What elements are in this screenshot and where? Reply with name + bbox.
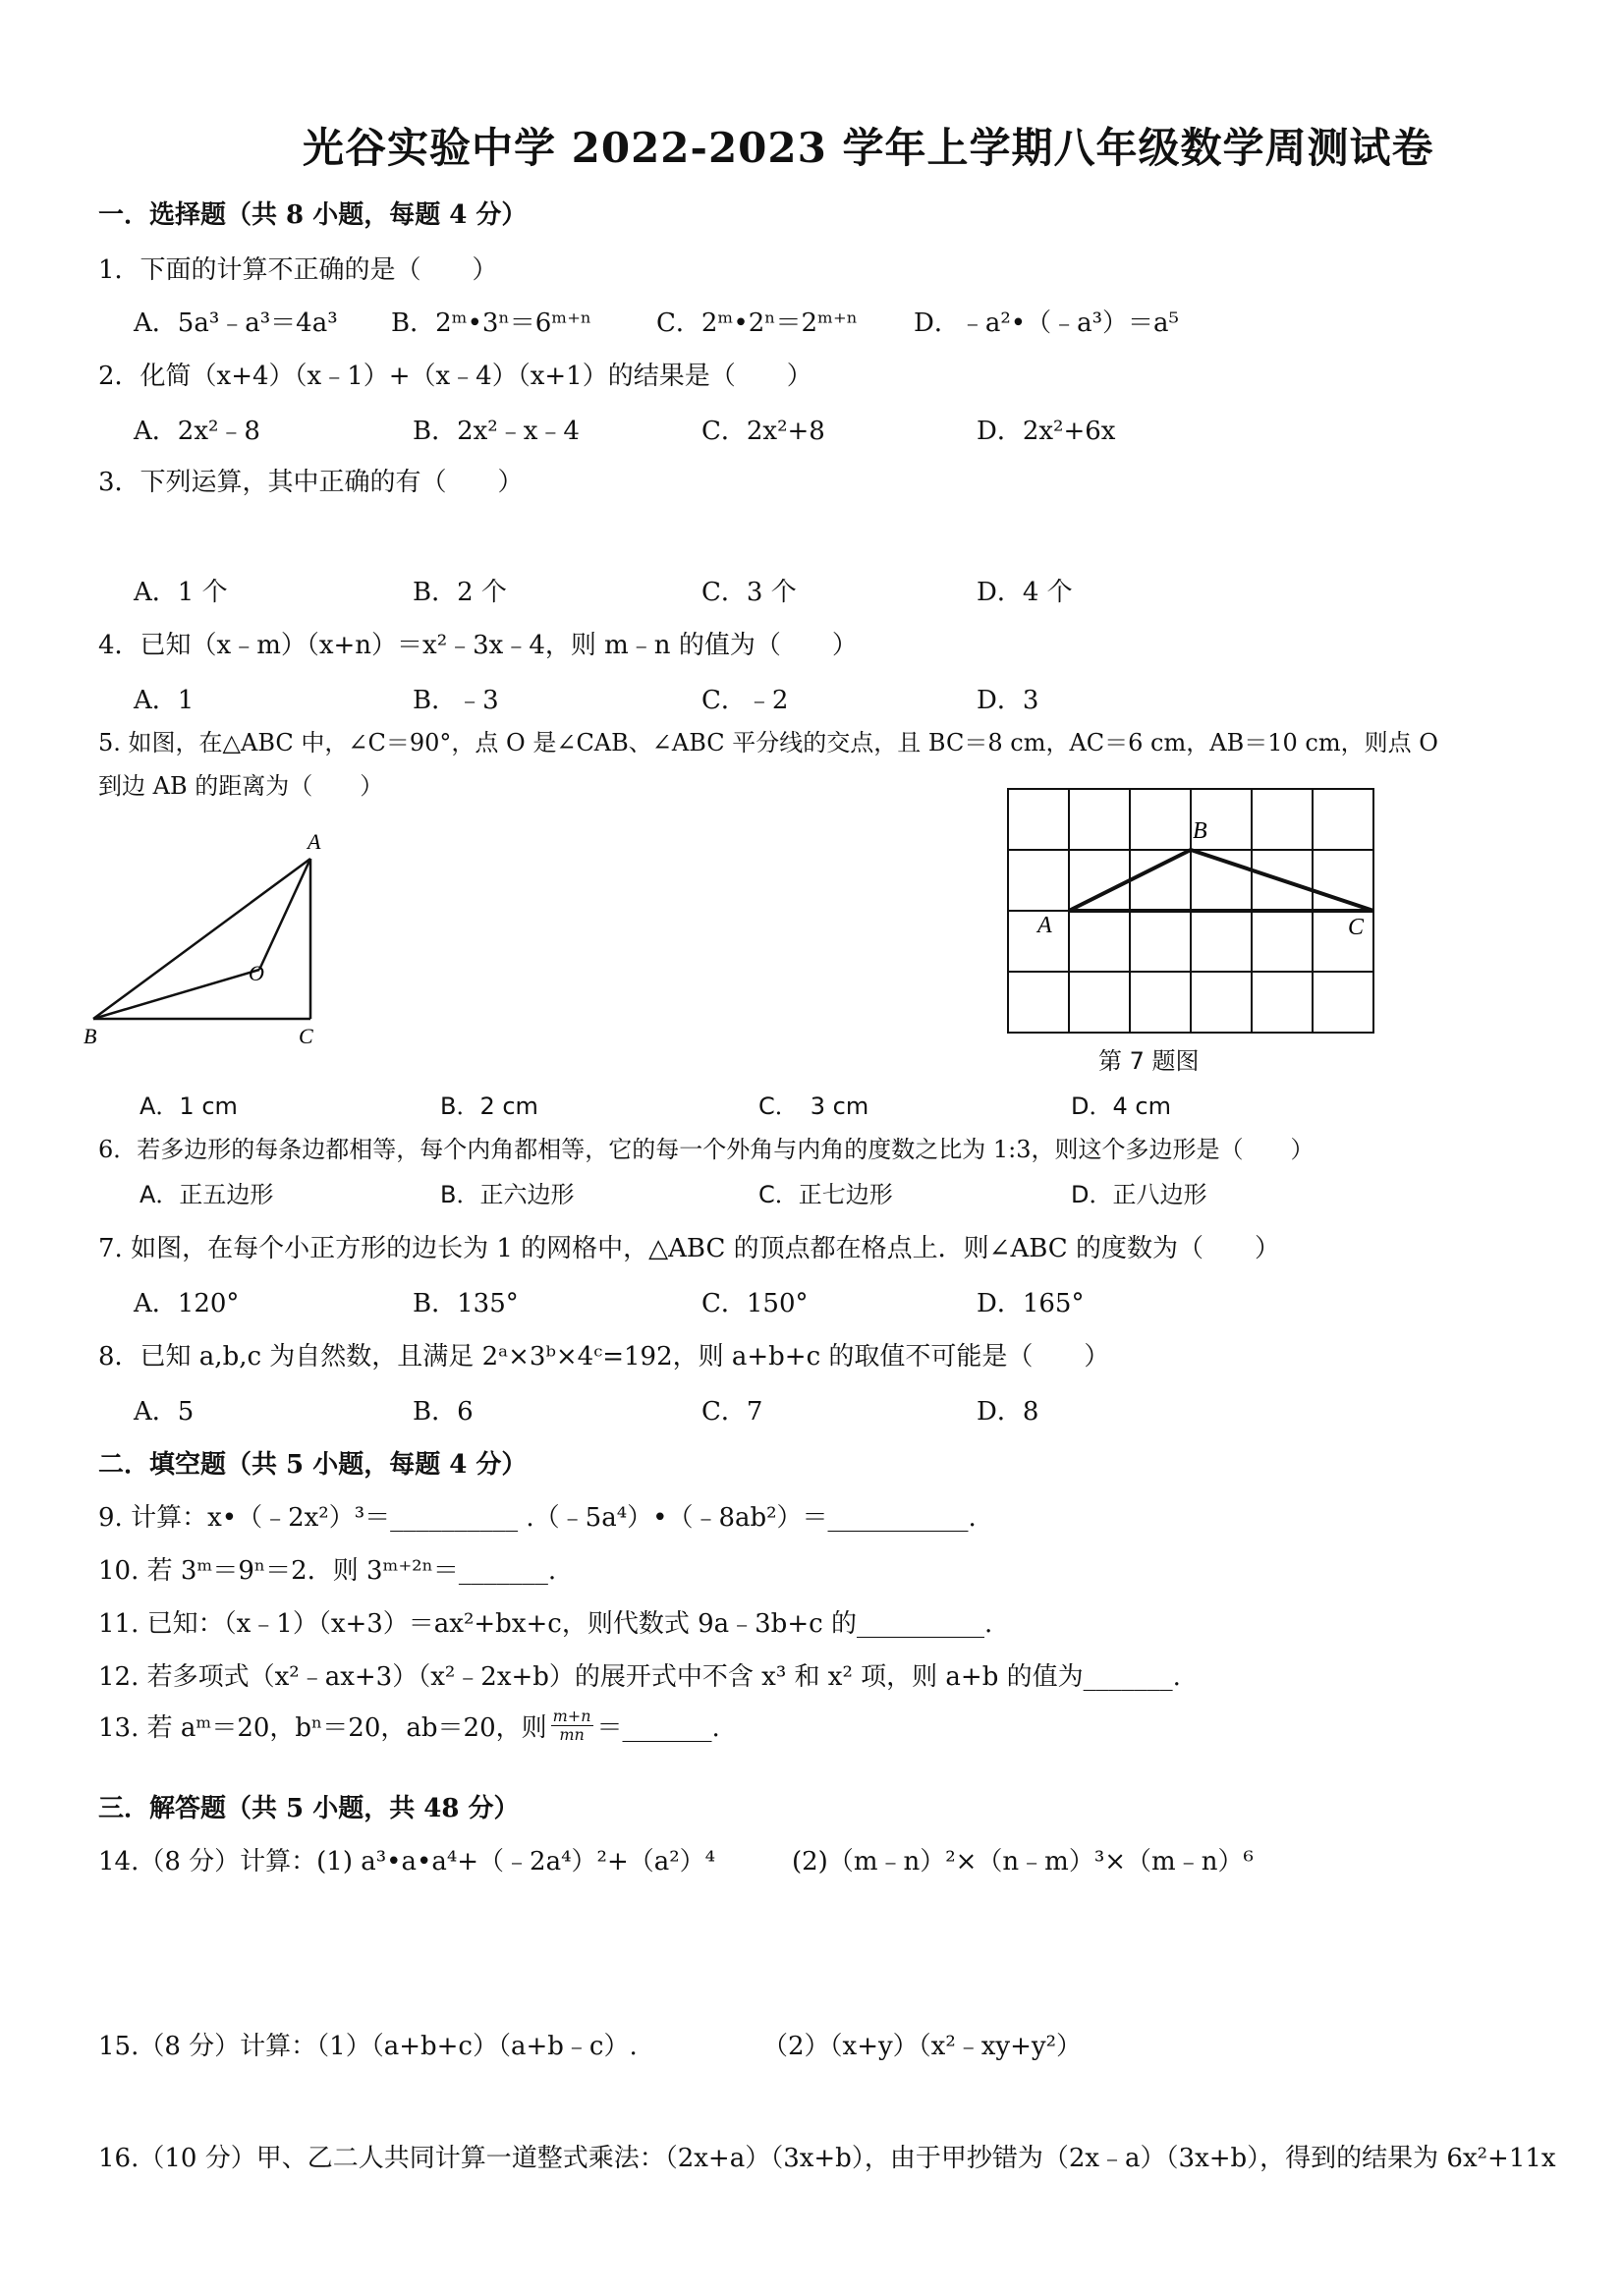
question-6-option-d: D．正八边形	[1071, 1181, 1207, 1208]
question-12: 12. 若多项式（x²﹣ax+3）（x²﹣2x+b）的展开式中不含 x³ 和 x² 项，则 a+b 的值为_______.	[98, 1662, 1181, 1692]
question-2-option-c: C．2x²+8	[701, 417, 825, 446]
question-2-stem: 2．化简（x+4）（x﹣1）+（x﹣4）（x+1）的结果是（ ）	[98, 362, 812, 391]
figure-q7-label-c: C	[1348, 915, 1365, 940]
question-5-stem-line2: 到边 AB 的距离为（ ）	[98, 772, 384, 800]
question-2-option-d: D．2x²+6x	[977, 417, 1116, 446]
question-3-option-b: B．2 个	[413, 578, 507, 607]
question-15-part1: 15.（8 分）计算：（1）（a+b+c）（a+b﹣c）.	[98, 2032, 638, 2061]
figure-q7-grid	[992, 781, 1405, 1036]
question-6-option-a: A．正五边形	[140, 1181, 274, 1208]
question-16: 16.（10 分）甲、乙二人共同计算一道整式乘法：（2x+a）（3x+b），由于甲抄错为（2x﹣a）（3x+b），得到的结果为 6x²+11x	[98, 2144, 1556, 2173]
question-5-option-b: B．2 cm	[440, 1092, 538, 1120]
question-5-option-d: D．4 cm	[1071, 1092, 1171, 1120]
figure-q7-label-b: B	[1193, 818, 1207, 844]
section-heading-fill: 二．填空题（共 5 小题，每题 4 分）	[98, 1450, 528, 1480]
question-1-option-c: C．2ᵐ•2ⁿ＝2ᵐ⁺ⁿ	[656, 308, 858, 338]
figure-q5-label-b: B	[84, 1024, 97, 1048]
question-4-option-d: D．3	[977, 686, 1039, 715]
question-3-option-c: C．3 个	[701, 578, 797, 607]
figure-q5-triangle	[69, 825, 364, 1051]
question-7-option-d: D．165°	[977, 1289, 1085, 1318]
question-9: 9. 计算：x•（﹣2x²）³＝__________ .（﹣5a⁴）•（﹣8ab²）＝___________.	[98, 1503, 977, 1533]
question-13-fraction	[551, 1708, 593, 1744]
figure-q5-label-o: O	[249, 961, 264, 985]
question-14-part2: (2)（m﹣n）²×（n﹣m）³×（m﹣n）⁶	[792, 1847, 1254, 1876]
question-1-option-b: B．2ᵐ•3ⁿ＝6ᵐ⁺ⁿ	[391, 308, 592, 338]
question-4-option-a: A．1	[134, 686, 195, 715]
question-8-stem: 8．已知 a,b,c 为自然数，且满足 2ᵃ×3ᵇ×4ᶜ=192，则 a+b+c 的取值不可能是（ ）	[98, 1342, 1110, 1372]
figure-q5-label-c: C	[299, 1024, 313, 1048]
question-1-option-d: D．﹣a²•（﹣a³）＝a⁵	[914, 308, 1179, 338]
question-13-prefix: 13. 若 aᵐ＝20，bⁿ＝20，ab＝20，则	[98, 1713, 547, 1743]
question-7-option-c: C．150°	[701, 1289, 809, 1318]
question-13-numerator: m+n	[552, 1707, 591, 1725]
question-3-option-d: D．4 个	[977, 578, 1073, 607]
question-4-stem: 4．已知（x﹣m）（x+n）＝x²﹣3x﹣4，则 m﹣n 的值为（ ）	[98, 631, 858, 660]
question-8-option-a: A．5	[134, 1397, 195, 1427]
figure-q5-label-a: A	[308, 829, 321, 854]
question-13-suffix: ＝_______.	[596, 1713, 720, 1743]
question-4-option-b: B．﹣3	[413, 686, 499, 715]
question-3-stem: 3．下列运算，其中正确的有（ ）	[98, 468, 524, 497]
question-10: 10. 若 3ᵐ＝9ⁿ＝2．则 3ᵐ⁺²ⁿ＝_______.	[98, 1556, 557, 1586]
question-4-option-c: C．﹣2	[701, 686, 789, 715]
question-6-option-b: B．正六边形	[440, 1181, 575, 1208]
question-5-stem-line1: 5. 如图，在△ABC 中，∠C＝90°，点 O 是∠CAB、∠ABC 平分线的交点，且 BC＝8 cm，AC＝6 cm，AB＝10 cm，则点 O	[98, 729, 1438, 756]
question-2-option-a: A．2x²﹣8	[134, 417, 260, 446]
question-13	[98, 1708, 720, 1744]
question-1-stem: 1．下面的计算不正确的是（ ）	[98, 255, 498, 285]
figure-q7-label-a: A	[1037, 913, 1052, 938]
question-1-option-a: A．5a³﹣a³＝4a³	[134, 308, 338, 338]
section-heading-choice: 一．选择题（共 8 小题，每题 4 分）	[98, 200, 528, 230]
question-13-denominator: mn	[559, 1725, 585, 1744]
question-8-option-d: D．8	[977, 1397, 1039, 1427]
question-5-option-a: A．1 cm	[140, 1092, 238, 1120]
question-7-option-a: A．120°	[134, 1289, 240, 1318]
section-heading-solve: 三．解答题（共 5 小题，共 48 分）	[98, 1794, 520, 1823]
question-15-part2: （2）（x+y）（x²﹣xy+y²）	[762, 2032, 1083, 2061]
question-5-option-c: C． 3 cm	[758, 1092, 869, 1120]
question-14-part1: 14.（8 分）计算：(1) a³•a•a⁴+（﹣2a⁴）²+（a²）⁴	[98, 1847, 716, 1876]
question-2-option-b: B．2x²﹣x﹣4	[413, 417, 580, 446]
question-11: 11. 已知：（x﹣1）（x+3）＝ax²+bx+c，则代数式 9a﹣3b+c 的__________.	[98, 1609, 993, 1639]
question-6-option-c: C．正七边形	[758, 1181, 893, 1208]
figure-q7-caption: 第 7 题图	[1098, 1047, 1200, 1075]
page-title: 光谷实验中学 2022-2023 学年上学期八年级数学周测试卷	[303, 124, 1434, 172]
question-3-option-a: A．1 个	[134, 578, 228, 607]
question-8-option-c: C．7	[701, 1397, 763, 1427]
question-7-option-b: B．135°	[413, 1289, 519, 1318]
question-6-stem: 6．若多边形的每条边都相等，每个内角都相等，它的每一个外角与内角的度数之比为 1:3，则这个多边形是（ ）	[98, 1136, 1315, 1163]
question-8-option-b: B．6	[413, 1397, 474, 1427]
question-7-stem: 7. 如图，在每个小正方形的边长为 1 的网格中，△ABC 的顶点都在格点上．则∠ABC 的度数为（ ）	[98, 1234, 1280, 1263]
